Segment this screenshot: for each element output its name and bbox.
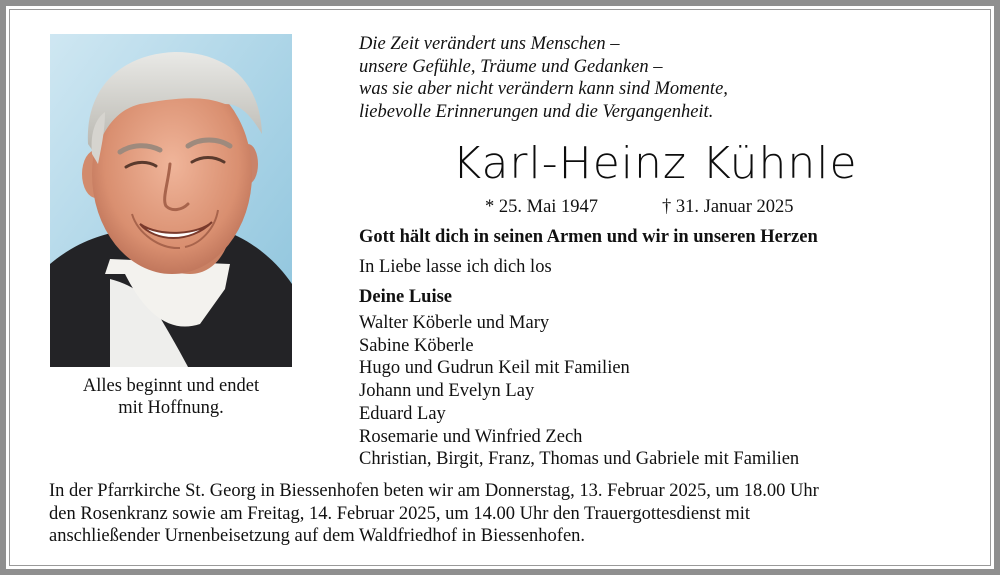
deceased-name: Karl-Heinz Kühnle (452, 138, 858, 189)
caption-line: Alles beginnt und endet (82, 376, 260, 396)
caption-line: mit Hoffnung. (118, 398, 224, 418)
mourner-entry: Sabine Köberle (359, 335, 474, 356)
notice-line: den Rosenkranz sowie am Freitag, 14. Februar 2025, um 14.00 Uhr den Trauergottesdienst mit (49, 503, 751, 524)
birth-date: * 25. Mai 1947 (485, 197, 599, 217)
mourner-entry: Johann und Evelyn Lay (359, 381, 535, 402)
mourner-entry: Walter Köberle und Mary (359, 313, 550, 333)
farewell-text: In Liebe lasse ich dich los (359, 257, 552, 277)
mourner-entry: Hugo und Gudrun Keil mit Familien (359, 358, 630, 379)
notice-line: anschließender Urnenbeisetzung auf dem Waldfriedhof in Biessenhofen. (49, 526, 586, 546)
poem-line: liebevolle Erinnerungen und die Vergangenheit. (359, 101, 714, 122)
photo-caption (30, 375, 312, 419)
notice-line: In der Pfarrkirche St. Georg in Biessenhofen beten wir am Donnerstag, 13. Februar 2025, um 18.00 Uhr (49, 481, 819, 501)
service-notice (49, 480, 969, 548)
motto: Gott hält dich in seinen Armen und wir in unseren Herzen (359, 227, 818, 247)
death-date: † 31. Januar 2025 (662, 197, 794, 217)
portrait-photo (50, 34, 292, 367)
signer-name: Deine Luise (359, 287, 453, 307)
mourner-entry: Christian, Birgit, Franz, Thomas und Gabriele mit Familien (359, 449, 800, 470)
poem-line: Die Zeit verändert uns Menschen – (359, 34, 620, 54)
poem-line: unsere Gefühle, Träume und Gedanken – (359, 56, 663, 77)
memorial-poem (359, 33, 728, 123)
poem-line: was sie aber nicht verändern kann sind Momente, (359, 79, 728, 99)
mourner-entry: Eduard Lay (359, 403, 446, 424)
mourners-list (359, 312, 799, 471)
mourner-entry: Rosemarie und Winfried Zech (359, 426, 583, 447)
